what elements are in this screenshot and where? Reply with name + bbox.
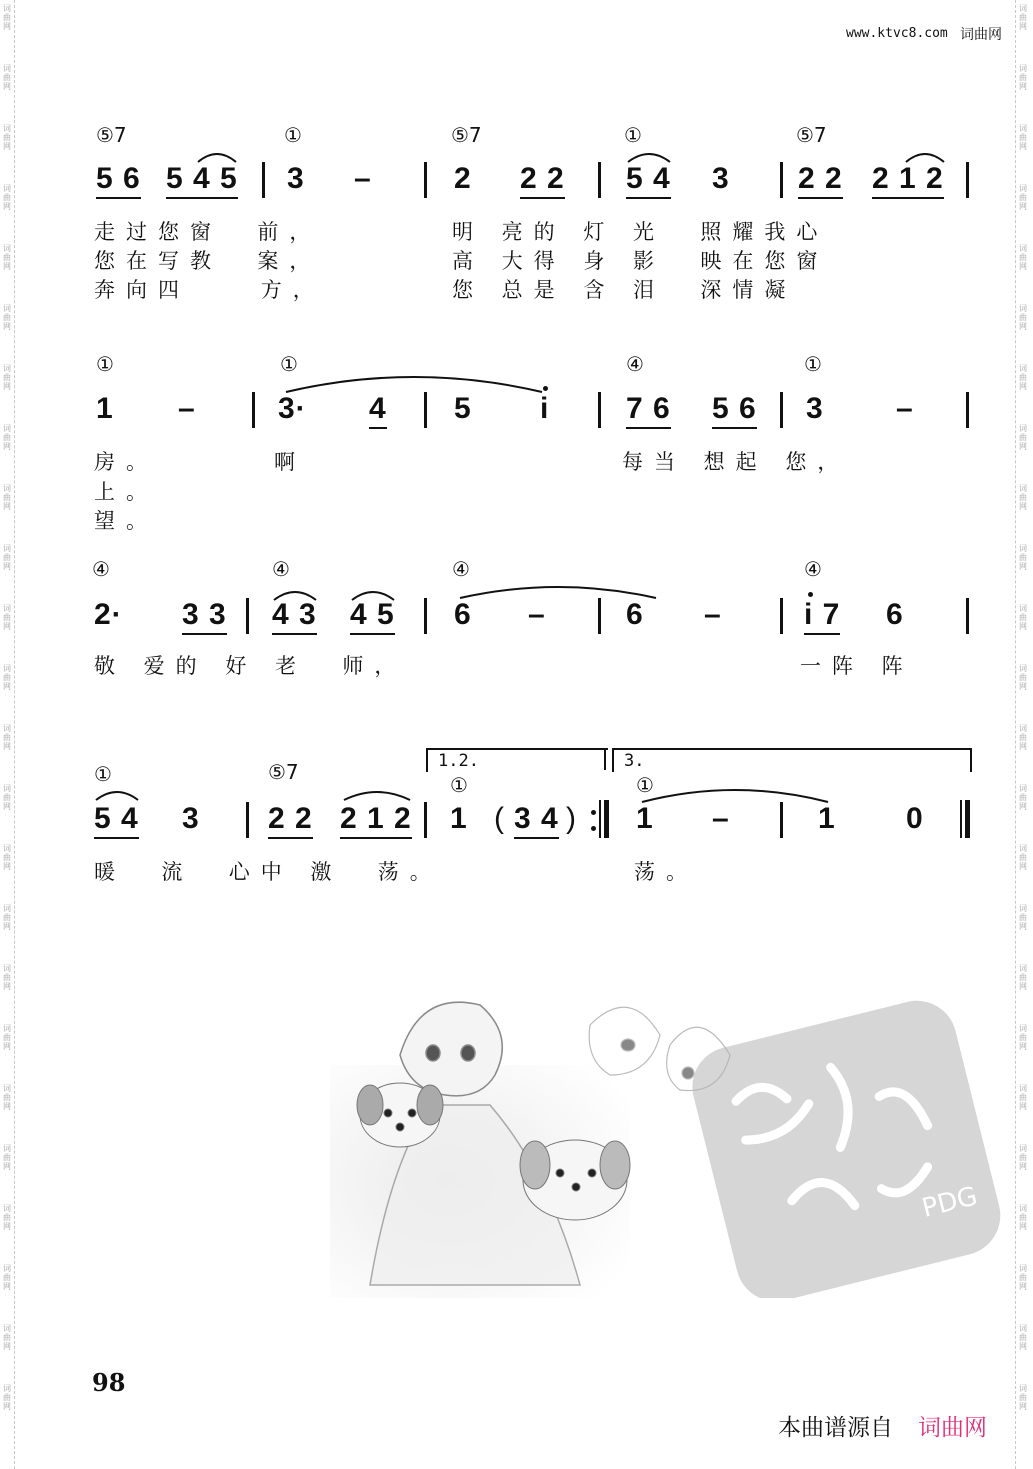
chord: ① (624, 123, 642, 147)
page-number: 98 (92, 1368, 126, 1397)
side-watermark-text: 词 曲 网 (3, 64, 11, 91)
side-watermark-text: 词 曲 网 (3, 484, 11, 511)
chord: ⑤7 (796, 123, 827, 147)
barline (424, 802, 427, 838)
note: 1 (818, 802, 836, 835)
stamp-label: PDG (919, 1181, 981, 1224)
side-watermark-text: 词 曲 网 (3, 184, 11, 211)
side-watermark-text: 词 曲 网 (3, 424, 11, 451)
slur (626, 148, 672, 164)
barline (262, 162, 265, 198)
side-watermark-text: 词 曲 网 (1019, 844, 1027, 871)
note: 6 (454, 598, 472, 631)
chord: ④ (272, 557, 290, 581)
slur (342, 786, 412, 802)
lyric-line: 每当 想起 您， (622, 450, 850, 474)
repeat-paren-open: ( (494, 802, 505, 835)
lyric-line: 望。 (94, 509, 158, 533)
slur (196, 148, 238, 164)
note-group: 2 2 (268, 802, 313, 839)
barline (598, 392, 601, 428)
decorative-illustration (330, 965, 1002, 1298)
lyric-line: 上。 (94, 480, 158, 504)
side-watermark-text: 词 曲 网 (3, 784, 11, 811)
repeat-paren-close: ) (566, 802, 577, 835)
side-watermark-text: 词 曲 网 (3, 1384, 11, 1411)
barline (424, 598, 427, 634)
barline (780, 598, 783, 634)
barline (780, 162, 783, 198)
side-watermark-text: 词 曲 网 (1019, 1204, 1027, 1231)
lyric-line: 高 大得 身 影 映在您窗 (452, 249, 829, 273)
barline (966, 598, 969, 634)
side-watermark-text: 词 曲 网 (1019, 64, 1027, 91)
chord: ① (280, 352, 298, 376)
dash: – (178, 392, 196, 425)
note: 3 (182, 802, 200, 835)
chord: ① (636, 773, 654, 797)
note: 6 (886, 598, 904, 631)
side-watermark-text: 词 曲 网 (1019, 1324, 1027, 1351)
note: 6 (626, 598, 644, 631)
side-watermark-text: 词 曲 网 (3, 964, 11, 991)
octave-dot (543, 386, 548, 391)
side-watermark-text: 词 曲 网 (1019, 604, 1027, 631)
note: 1 (636, 802, 654, 835)
side-watermark-text: 词 曲 网 (3, 544, 11, 571)
volta-bracket-2 (612, 748, 972, 772)
lyric-line: 啊 (274, 450, 306, 474)
side-watermark-text: 词 曲 网 (1019, 364, 1027, 391)
note: 1 (96, 392, 114, 425)
side-watermark-text: 词 曲 网 (1019, 124, 1027, 151)
barline (598, 162, 601, 198)
chord: ① (804, 352, 822, 376)
side-watermark-text: 词 曲 网 (3, 604, 11, 631)
volta-end (604, 748, 606, 770)
side-watermark-text: 词 曲 网 (3, 1024, 11, 1051)
side-watermark-text: 词 曲 网 (1019, 1144, 1027, 1171)
rest: 0 (906, 802, 924, 835)
side-watermark-text: 词 曲 网 (1019, 184, 1027, 211)
note: 3 (712, 162, 730, 195)
side-watermark-text: 词 曲 网 (1019, 304, 1027, 331)
chord: ① (94, 762, 112, 786)
note-group: 5 4 (626, 162, 671, 199)
chord: ① (96, 352, 114, 376)
note-group: 2 2 (520, 162, 565, 199)
tie-arc (640, 782, 830, 804)
note: 3· (278, 392, 307, 425)
slur (94, 786, 140, 802)
note: 3 (287, 162, 305, 195)
side-watermark-text: 词 曲 网 (3, 124, 11, 151)
lyric-line: 敬 爱的 好 老 师， (94, 654, 407, 678)
side-watermark-text: 词 曲 网 (3, 1324, 11, 1351)
side-watermark-text: 词 曲 网 (1019, 1264, 1027, 1291)
chord: ① (284, 123, 302, 147)
note-group: 4 3 (272, 598, 317, 635)
side-watermark-text: 词 曲 网 (3, 1144, 11, 1171)
side-watermark-text: 词 曲 网 (1019, 1024, 1027, 1051)
note: 1 (450, 802, 468, 835)
side-watermark-text: 词 曲 网 (3, 4, 11, 31)
source-brand-link[interactable]: 词曲网 (918, 1415, 987, 1441)
lyric-line: 明 亮的 灯 光 照耀我心 (452, 220, 829, 244)
barline (246, 802, 249, 838)
side-watermark-text: 词 曲 网 (3, 1264, 11, 1291)
dash: – (354, 162, 372, 195)
dash: – (896, 392, 914, 425)
lyric-line: 您在写教 案， (94, 249, 322, 273)
barline (966, 162, 969, 198)
note-group: 3 4 (514, 802, 559, 839)
chord: ④ (804, 557, 822, 581)
note-group: i 7 (804, 598, 840, 635)
lyric-line: 您 总是 含 泪 深情凝 (452, 278, 797, 302)
side-watermark-text: 词 曲 网 (1019, 1384, 1027, 1411)
side-watermark-text: 词 曲 网 (1019, 1084, 1027, 1111)
lyric-line: 一阵 阵 (800, 654, 914, 678)
side-watermark-text: 词 曲 网 (3, 844, 11, 871)
note-group: 7 6 (626, 392, 671, 429)
dash: – (528, 598, 546, 631)
side-watermark-text: 词 曲 网 (1019, 544, 1027, 571)
note-group: 5 4 5 (166, 162, 238, 199)
side-watermark-text: 词 曲 网 (3, 364, 11, 391)
side-watermark-text: 词 曲 网 (1019, 4, 1027, 31)
site-url[interactable]: www.ktvc8.com (846, 26, 948, 41)
barline (780, 802, 783, 838)
dash: – (704, 598, 722, 631)
barline (598, 598, 601, 634)
left-watermark-strip (0, 0, 15, 1469)
chord: ④ (92, 557, 110, 581)
barline (966, 392, 969, 428)
tie-arc (458, 580, 658, 600)
lyric-line: 奔向四 方， (94, 278, 325, 302)
barline (246, 598, 249, 634)
side-watermark-text: 词 曲 网 (1019, 724, 1027, 751)
note: 2· (94, 598, 123, 631)
barline (780, 392, 783, 428)
dash: – (712, 802, 730, 835)
chord: ⑤7 (96, 123, 127, 147)
seal-stamp (684, 992, 1002, 1298)
volta-label: 1.2. (438, 751, 479, 771)
volta-label: 3. (624, 751, 645, 771)
note-high: i (540, 392, 550, 425)
source-prefix: 本曲谱源自 (778, 1415, 893, 1441)
side-watermark-text: 词 曲 网 (3, 304, 11, 331)
note-group: 2 2 (798, 162, 843, 199)
tie-arc (284, 368, 544, 394)
side-watermark-text: 词 曲 网 (3, 1204, 11, 1231)
site-name: 词曲网 (960, 27, 1002, 43)
note-group: 3 3 (182, 598, 227, 635)
chord: ⑤7 (268, 760, 299, 784)
barline (424, 392, 427, 428)
side-watermark-text: 词 曲 网 (3, 664, 11, 691)
note-group: 5 6 (712, 392, 757, 429)
side-watermark-text: 词 曲 网 (3, 1084, 11, 1111)
chord: ① (450, 773, 468, 797)
side-watermark-text: 词 曲 网 (1019, 664, 1027, 691)
note: 2 (454, 162, 472, 195)
lyric-line: 荡。 (634, 860, 698, 884)
chord: ④ (626, 352, 644, 376)
note-group: 2 1 2 (340, 802, 412, 839)
side-watermark-text: 词 曲 网 (1019, 244, 1027, 271)
note-group: 4 5 (350, 598, 395, 635)
note: 5 (454, 392, 472, 425)
side-watermark-text: 词 曲 网 (1019, 784, 1027, 811)
chord: ④ (452, 557, 470, 581)
side-watermark-text: 词 曲 网 (1019, 964, 1027, 991)
side-watermark-text: 词 曲 网 (3, 244, 11, 271)
side-watermark-text: 词 曲 网 (3, 724, 11, 751)
lyric-line: 房。 (94, 450, 158, 474)
note: 3 (806, 392, 824, 425)
barline (252, 392, 255, 428)
note: 4 (369, 392, 387, 429)
note-group: 5 4 (94, 802, 139, 839)
side-watermark-text: 词 曲 网 (1019, 484, 1027, 511)
octave-dot (808, 592, 813, 597)
note-group: 2 1 2 (872, 162, 944, 199)
slur (904, 148, 946, 164)
side-watermark-text: 词 曲 网 (1019, 424, 1027, 451)
note-group: 5 6 (96, 162, 141, 199)
right-watermark-strip (1015, 0, 1030, 1469)
side-watermark-text: 词 曲 网 (3, 904, 11, 931)
chord: ⑤7 (451, 123, 482, 147)
barline (424, 162, 427, 198)
side-watermark-text: 词 曲 网 (1019, 904, 1027, 931)
lyric-line: 暖 流 心中 激 荡。 (94, 860, 442, 884)
lyric-line: 走过您窗 前， (94, 220, 322, 244)
